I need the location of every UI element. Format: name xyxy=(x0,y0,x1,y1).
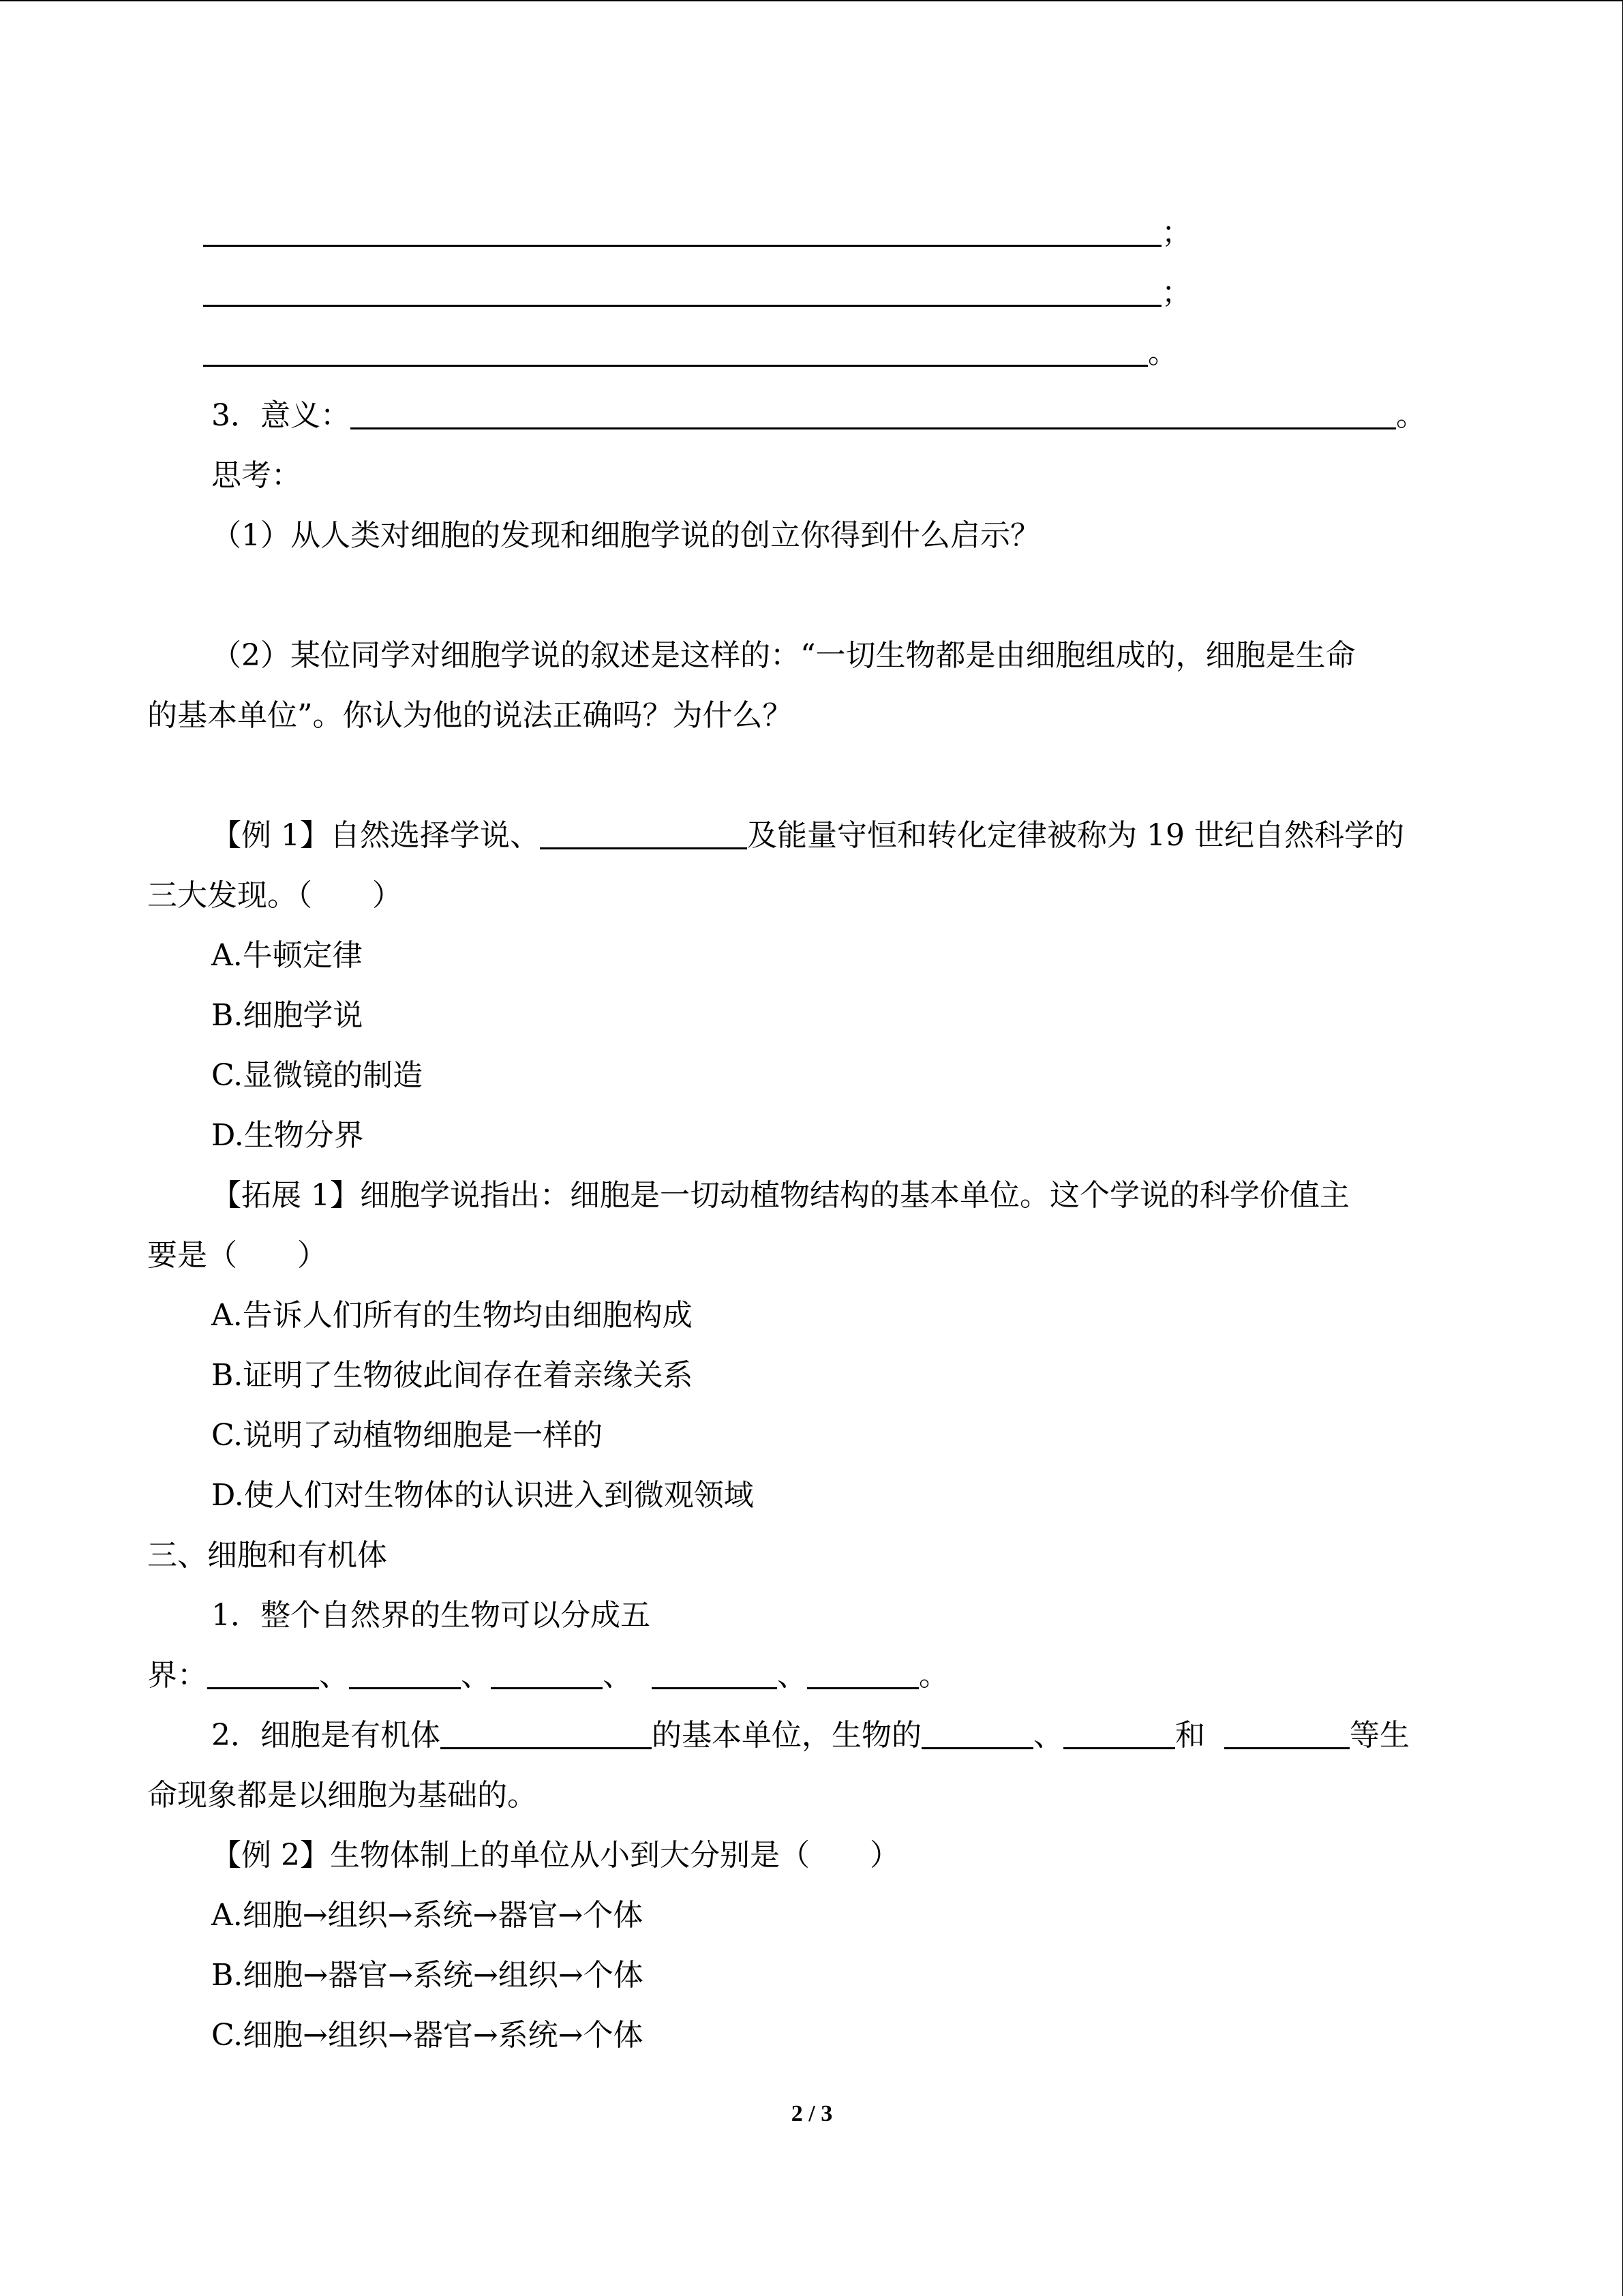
section3-item1-blanks xyxy=(147,1657,949,1695)
kingdom-blank-2[interactable] xyxy=(349,1657,461,1689)
kingdom-blank-5[interactable] xyxy=(807,1657,919,1689)
item1-prefix: 界： xyxy=(147,1658,207,1693)
meaning-label: 3．意义： xyxy=(211,398,350,433)
think-heading: 思考： xyxy=(211,458,301,493)
meaning-blank[interactable] xyxy=(350,397,1396,429)
example1-option-a[interactable]: A.牛顿定律 xyxy=(211,938,363,973)
example1-option-b[interactable]: B.细胞学说 xyxy=(211,998,363,1033)
extension1-stem-line2: 要是（ ） xyxy=(147,1238,327,1273)
extension1-option-c[interactable]: C.说明了动植物细胞是一样的 xyxy=(211,1418,603,1453)
kingdom-blank-3[interactable] xyxy=(491,1657,603,1689)
example2-option-c[interactable]: C.细胞→组织→器官→系统→个体 xyxy=(211,2018,643,2053)
example2-stem: 【例 2】生物体制上的单位从小到大分别是（ ） xyxy=(211,1838,900,1873)
item2-blank-2[interactable] xyxy=(922,1717,1033,1749)
extension1-stem: 【拓展 1】细胞学说指出：细胞是一切动植物结构的基本单位。这个学说的科学价值主 xyxy=(211,1178,1350,1213)
example1-blank[interactable] xyxy=(540,817,747,849)
extension1-option-b[interactable]: B.证明了生物彼此间存在着亲缘关系 xyxy=(211,1358,693,1393)
item2-a: 2．细胞是有机体 xyxy=(211,1718,440,1753)
item2-c: 、 xyxy=(1033,1718,1063,1753)
answer-line-3[interactable] xyxy=(203,334,1178,372)
example1-stem-line2: 三大发现。（ ） xyxy=(147,878,402,913)
blank[interactable] xyxy=(203,215,1162,247)
item2-e: 等生 xyxy=(1350,1718,1410,1753)
example1-suffix: 及能量守恒和转化定律被称为 19 世纪自然科学的 xyxy=(746,818,1404,853)
example2-option-a[interactable]: A.细胞→组织→系统→器官→个体 xyxy=(211,1898,643,1933)
blank[interactable] xyxy=(203,275,1162,307)
answer-line-2[interactable] xyxy=(203,274,1192,312)
extension1-option-a[interactable]: A.告诉人们所有的生物均由细胞构成 xyxy=(211,1298,693,1333)
item2-blank-3[interactable] xyxy=(1063,1717,1175,1749)
section3-item1: 1．整个自然界的生物可以分成五 xyxy=(211,1598,650,1633)
example1-option-d[interactable]: D.生物分界 xyxy=(211,1118,364,1153)
line-punct: ； xyxy=(1162,275,1192,310)
item2-blank-4[interactable] xyxy=(1224,1717,1350,1749)
sep: 、 xyxy=(603,1658,633,1693)
sep: 、 xyxy=(777,1658,807,1693)
kingdom-blank-1[interactable] xyxy=(207,1657,319,1689)
kingdom-blank-4[interactable] xyxy=(652,1657,777,1689)
think-question-2-line1: （2）某位同学对细胞学说的叙述是这样的：“一切生物都是由细胞组成的，细胞是生命 xyxy=(211,638,1356,673)
think-question-2-line2: 的基本单位”。你认为他的说法正确吗？为什么？ xyxy=(147,698,793,733)
section3-item2-line2: 命现象都是以细胞为基础的。 xyxy=(147,1778,537,1813)
example1-option-c[interactable]: C.显微镜的制造 xyxy=(211,1058,423,1093)
page-number: 2 / 3 xyxy=(791,2101,833,2126)
end: 。 xyxy=(919,1658,949,1693)
example1-prefix: 【例 1】自然选择学说、 xyxy=(211,818,540,853)
extension1-option-d[interactable]: D.使人们对生物体的认识进入到微观领域 xyxy=(211,1478,754,1513)
think-question-1: （1）从人类对细胞的发现和细胞学说的创立你得到什么启示？ xyxy=(211,518,1040,553)
meaning-end: 。 xyxy=(1396,398,1426,433)
item2-blank-1[interactable] xyxy=(440,1717,652,1749)
blank[interactable] xyxy=(203,335,1148,367)
line-punct: ； xyxy=(1162,215,1192,250)
section3-heading: 三、细胞和有机体 xyxy=(147,1538,387,1573)
example1-stem xyxy=(211,817,1404,855)
item2-b: 的基本单位，生物的 xyxy=(652,1718,922,1753)
answer-line-1[interactable] xyxy=(203,214,1192,252)
meaning-row xyxy=(211,397,1426,435)
item2-d: 和 xyxy=(1175,1718,1205,1753)
line-punct: 。 xyxy=(1148,335,1178,370)
sep: 、 xyxy=(461,1658,491,1693)
example2-option-b[interactable]: B.细胞→器官→系统→组织→个体 xyxy=(211,1958,643,1993)
section3-item2 xyxy=(211,1717,1410,1755)
sep: 、 xyxy=(319,1658,349,1693)
